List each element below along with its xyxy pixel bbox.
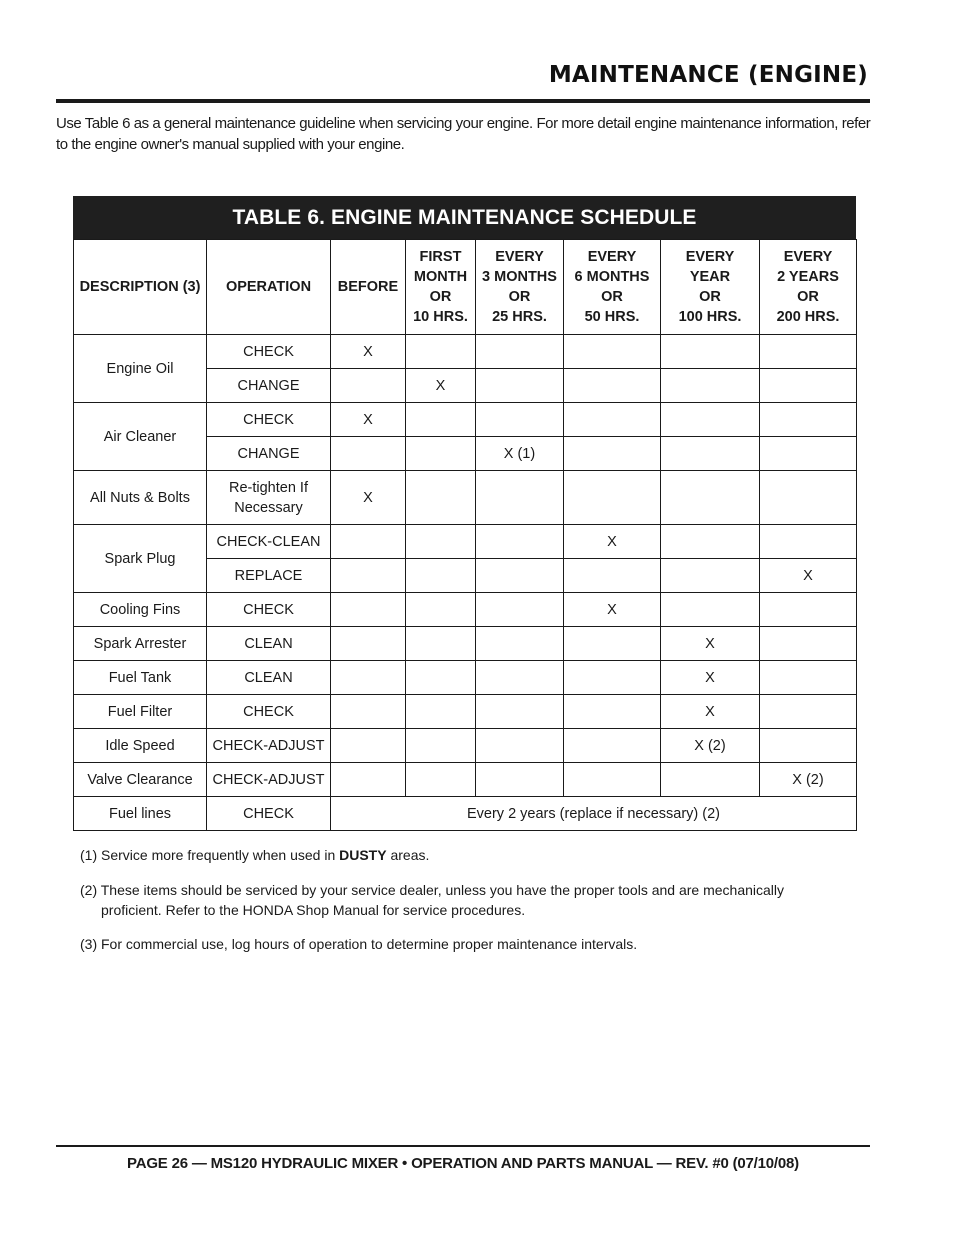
table-row xyxy=(74,403,857,437)
mark-cell: X xyxy=(661,695,760,729)
row-operation: CHECK xyxy=(207,797,331,831)
row-description: Spark Arrester xyxy=(74,627,207,661)
row-operation: CHECK-ADJUST xyxy=(207,729,331,763)
mark-cell: X xyxy=(760,559,857,593)
row-description: Engine Oil xyxy=(74,335,207,403)
mark-cell: X (1) xyxy=(476,437,564,471)
row-operation: CLEAN xyxy=(207,661,331,695)
header-description: DESCRIPTION (3) xyxy=(74,240,207,335)
fuel-lines-note: Every 2 years (replace if necessary) (2) xyxy=(331,797,857,831)
row-description: Cooling Fins xyxy=(74,593,207,627)
mark-cell: X (2) xyxy=(760,763,857,797)
row-operation: CLEAN xyxy=(207,627,331,661)
page-footer: PAGE 26 — MS120 HYDRAULIC MIXER • OPERATION AND PARTS MANUAL — REV. #0 (07/10/08) xyxy=(127,1155,799,1172)
mark-cell: X xyxy=(406,369,476,403)
mark-cell: X xyxy=(564,525,661,559)
header-first-month: FIRST MONTH OR 10 HRS. xyxy=(406,240,476,335)
footer-rule xyxy=(56,1145,870,1147)
footnote-3: (3) For commercial use, log hours of operation to determine proper maintenance intervals. xyxy=(80,936,638,952)
footnote-2: (2) These items should be serviced by your service dealer, unless you have the proper tools and are mechanically proficient. Refer to the HONDA Shop Manual for service procedures. xyxy=(80,882,785,918)
mark-cell: X xyxy=(331,471,406,525)
table-row xyxy=(74,797,857,831)
row-description: Air Cleaner xyxy=(74,403,207,471)
table-row xyxy=(74,695,857,729)
table-title: TABLE 6. ENGINE MAINTENANCE SCHEDULE xyxy=(73,196,856,239)
schedule-grid xyxy=(73,239,857,831)
header-row xyxy=(74,240,857,335)
row-operation: REPLACE xyxy=(207,559,331,593)
maintenance-table xyxy=(73,196,856,831)
row-operation: CHECK xyxy=(207,593,331,627)
header-6-months: EVERY 6 MONTHS OR 50 HRS. xyxy=(564,240,661,335)
mark-cell: X (2) xyxy=(661,729,760,763)
table-row xyxy=(74,335,857,369)
row-operation: CHECK xyxy=(207,335,331,369)
mark-cell: X xyxy=(564,593,661,627)
mark-cell: X xyxy=(661,661,760,695)
table-row xyxy=(74,593,857,627)
row-operation: CHANGE xyxy=(207,437,331,471)
footnote-1: (1) Service more frequently when used in DUSTY areas. xyxy=(80,847,430,863)
mark-cell: X xyxy=(331,403,406,437)
row-operation: CHECK xyxy=(207,403,331,437)
header-2-years: EVERY 2 YEARS OR 200 HRS. xyxy=(760,240,857,335)
row-description: Fuel lines xyxy=(74,797,207,831)
page-title: MAINTENANCE (ENGINE) xyxy=(548,62,868,88)
row-description: Fuel Tank xyxy=(74,661,207,695)
row-description: All Nuts & Bolts xyxy=(74,471,207,525)
mark-cell: X xyxy=(661,627,760,661)
row-operation: CHECK-ADJUST xyxy=(207,763,331,797)
row-operation: Re-tighten If Necessary xyxy=(207,471,331,525)
row-description: Fuel Filter xyxy=(74,695,207,729)
row-description: Spark Plug xyxy=(74,525,207,593)
table-row xyxy=(74,661,857,695)
row-operation: CHECK xyxy=(207,695,331,729)
header-operation: OPERATION xyxy=(207,240,331,335)
table-row xyxy=(74,627,857,661)
mark-cell: X xyxy=(331,335,406,369)
title-rule xyxy=(56,99,870,103)
row-operation: CHECK-CLEAN xyxy=(207,525,331,559)
header-before: BEFORE xyxy=(331,240,406,335)
header-year: EVERY YEAR OR 100 HRS. xyxy=(661,240,760,335)
table-row xyxy=(74,729,857,763)
table-row xyxy=(74,525,857,559)
row-description: Idle Speed xyxy=(74,729,207,763)
table-row xyxy=(74,763,857,797)
row-description: Valve Clearance xyxy=(74,763,207,797)
row-operation: CHANGE xyxy=(207,369,331,403)
table-row xyxy=(74,471,857,525)
intro-paragraph: Use Table 6 as a general maintenance guideline when servicing your engine. For more detail engine maintenance information, refer to the engine owner's manual supplied with your engine. xyxy=(56,115,871,153)
header-3-months: EVERY 3 MONTHS OR 25 HRS. xyxy=(476,240,564,335)
